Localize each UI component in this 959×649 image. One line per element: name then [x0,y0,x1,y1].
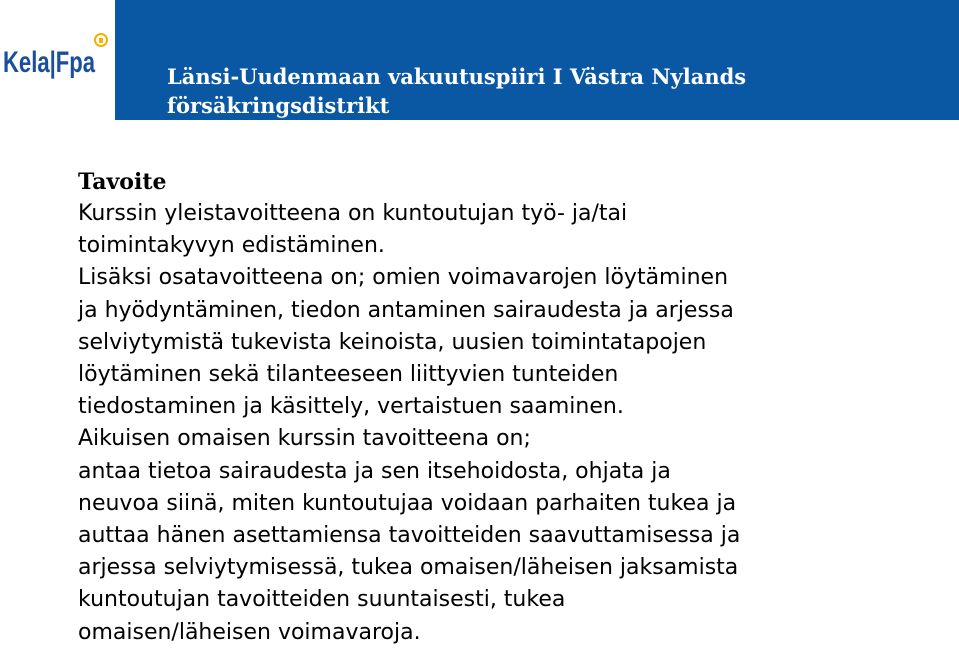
body-line: Kurssin yleistavoitteena on kuntoutujan työ- ja/tai [78,201,628,226]
section-heading: Tavoite [78,169,167,195]
body-line: omaisen/läheisen voimavaroja. [78,619,421,645]
body-line: arjessa selviytymisessä, tukea omaisen/läheisen jaksamista [78,555,739,581]
body-line: neuvoa siinä, miten kuntoutujaa voidaan parhaiten tukea ja [78,490,737,516]
body-line: tiedostaminen ja käsittely, vertaistuen saaminen. [78,394,624,420]
kela-fpa-logo-mark [0,0,115,120]
body-line: Aikuisen omaisen kurssin tavoitteena on; [78,426,531,452]
body-line: ja hyödyntäminen, tiedon antaminen sairaudesta ja arjessa [78,297,734,323]
header-banner [115,0,959,120]
district-title: Länsi-Uudenmaan vakuutuspiiri I Västra Nylands försäkringsdistrikt [167,64,747,118]
logo-wordmark: Kela|Fpa [3,46,96,79]
logo-emblem-icon [95,34,107,46]
body-line: löytäminen sekä tilanteeseen liittyvien tunteiden [78,362,619,388]
body-line: toimintakyvyn edistäminen. [78,233,385,259]
main-content [78,166,938,649]
body-text-block [78,198,938,649]
body-line: selviytymistä tukevista keinoista, uusien toimintatapojen [78,329,707,355]
body-line: Lisäksi osatavoitteena on; omien voimavarojen löytäminen [78,265,729,291]
kela-fpa-logo [0,0,115,120]
body-line: antaa tietoa sairaudesta ja sen itsehoidosta, ohjata ja [78,458,671,484]
body-line: auttaa hänen asettamiensa tavoitteiden saavuttamisessa ja [78,523,741,549]
body-line: kuntoutujan tavoitteiden suuntaisesti, tukea [78,587,566,613]
